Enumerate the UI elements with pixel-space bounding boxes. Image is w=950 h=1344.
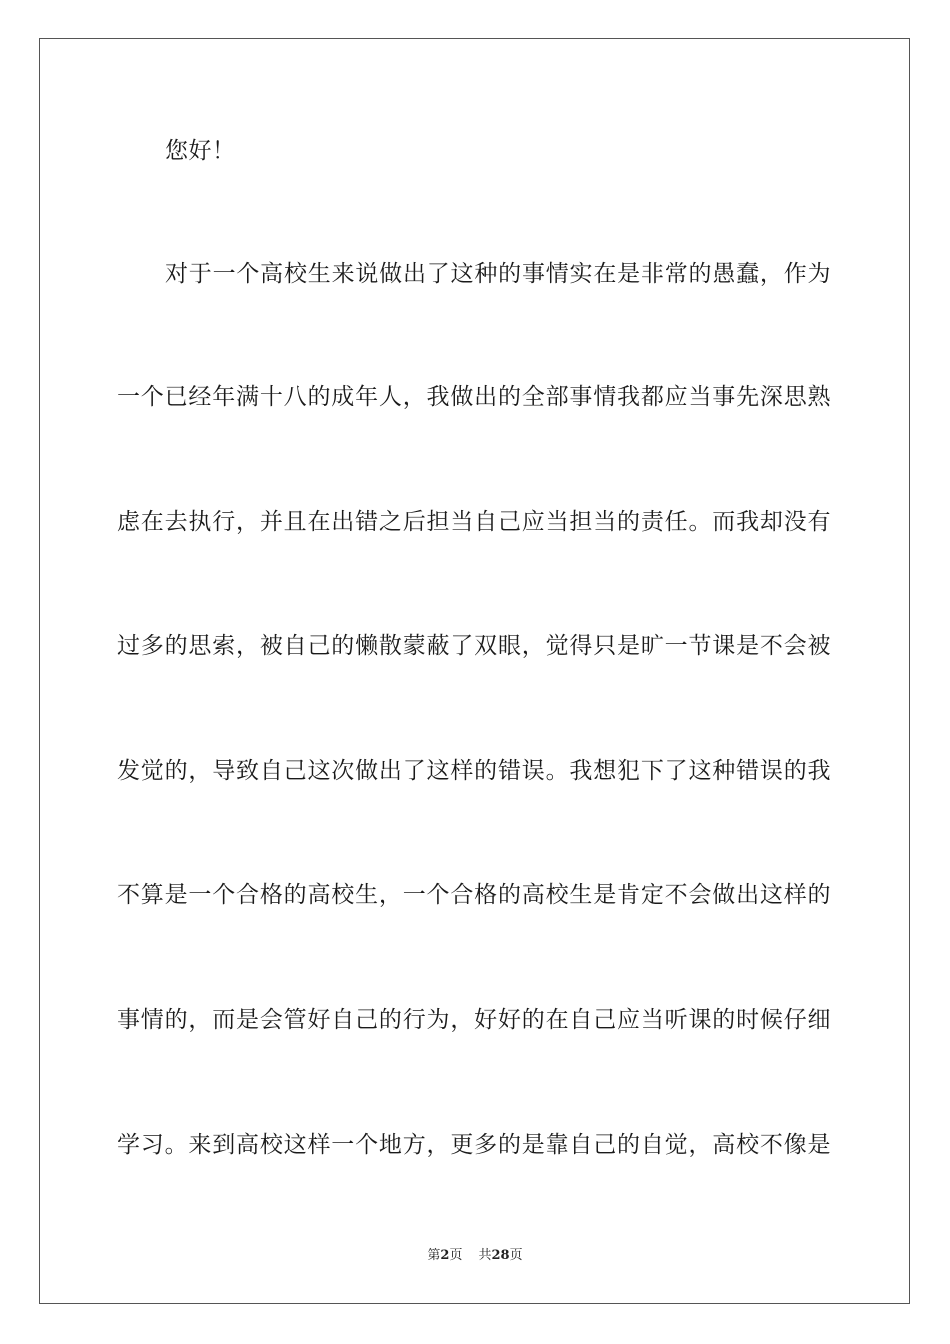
paragraph-line-4: 过多的思索，被自己的懒散蒙蔽了双眼，觉得只是旷一节课是不会被: [117, 633, 831, 659]
current-page-number: 2: [440, 1248, 450, 1263]
paragraph-line-1: 对于一个高校生来说做出了这种的事情实在是非常的愚蠢，作为: [165, 261, 831, 287]
paragraph-line-6: 不算是一个合格的高校生，一个合格的高校生是肯定不会做出这样的: [117, 882, 831, 908]
total-suffix: 页: [509, 1248, 523, 1263]
page-footer: [0, 1247, 950, 1265]
paragraph-line-7: 事情的，而是会管好自己的行为，好好的在自己应当听课的时候仔细: [117, 1007, 831, 1033]
paragraph-line-5: 发觉的，导致自己这次做出了这样的错误。我想犯下了这种错误的我: [117, 758, 831, 784]
paragraph-line-2: 一个已经年满十八的成年人，我做出的全部事情我都应当事先深思熟: [117, 384, 831, 410]
page-prefix: 第: [427, 1248, 441, 1263]
total-page-count: 28: [491, 1248, 510, 1263]
paragraph-line-8: 学习。来到高校这样一个地方，更多的是靠自己的自觉，高校不像是: [117, 1132, 831, 1158]
paragraph-line-3: 虑在去执行，并且在出错之后担当自己应当担当的责任。而我却没有: [117, 509, 831, 535]
page-suffix: 页: [449, 1248, 463, 1263]
page-border: [39, 38, 910, 1304]
total-prefix: 共: [478, 1248, 492, 1263]
greeting-line: 您好！: [165, 138, 236, 164]
